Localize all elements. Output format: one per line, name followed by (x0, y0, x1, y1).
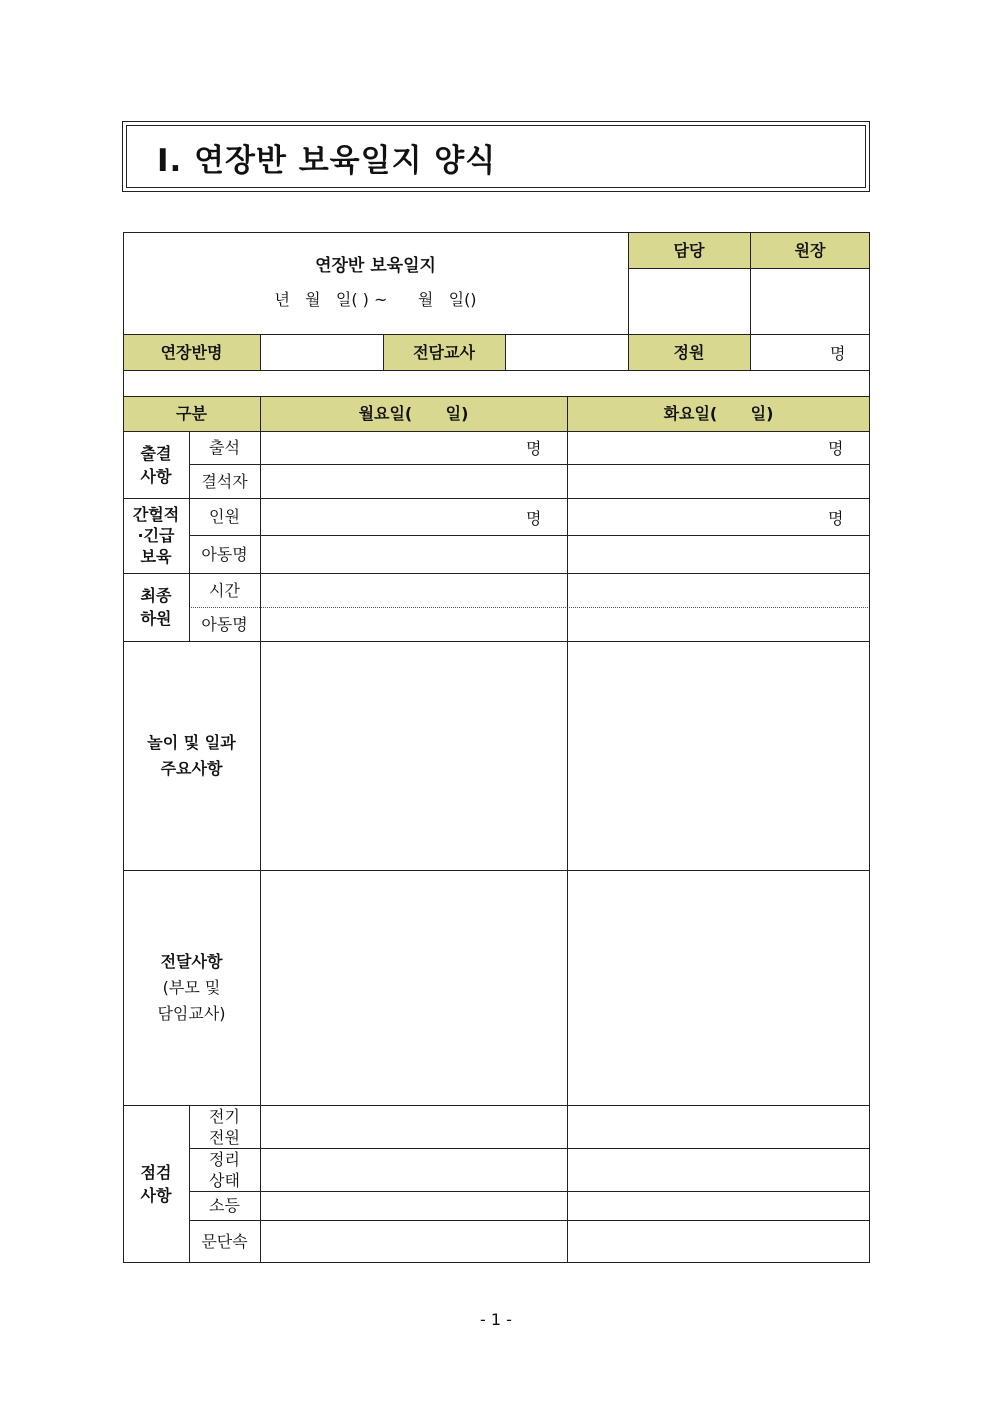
attendance-group-label: 출결 사항 (140, 443, 172, 486)
rule (123, 573, 870, 574)
notice-tuesday[interactable] (567, 870, 870, 1105)
rule (628, 232, 629, 370)
last-leave-children-label: 아동명 (201, 614, 248, 634)
rule (123, 370, 870, 371)
rule (123, 396, 870, 397)
monday-header: 월요일( 일) (260, 396, 567, 431)
play-routine-label: 놀이 및 일과 주요사항 (147, 732, 236, 778)
last-leave-time-label: 시간 (209, 580, 240, 600)
rule (189, 607, 870, 608)
rule (123, 1105, 870, 1106)
check-door-label: 문단속 (201, 1232, 248, 1251)
approval-label-staff: 담당 (628, 232, 750, 268)
class-name-field[interactable] (260, 334, 383, 370)
rule (189, 1105, 190, 1263)
capacity-label: 정원 (628, 334, 750, 370)
play-routine-tuesday[interactable] (567, 641, 870, 870)
section-title-box (122, 121, 870, 192)
approval-label-director: 원장 (750, 232, 870, 268)
rule (189, 464, 870, 465)
rule (123, 870, 870, 871)
check-group-label: 점검 사항 (140, 1163, 172, 1205)
rule (123, 334, 870, 335)
rule (189, 1148, 870, 1149)
check-lights-label: 소등 (209, 1196, 240, 1215)
rule (628, 268, 870, 269)
notice-label (123, 870, 260, 1105)
teacher-label: 전담교사 (383, 334, 505, 370)
approval-sign-staff[interactable] (628, 268, 750, 334)
spacer-row (123, 370, 870, 396)
category-header: 구분 (123, 396, 260, 431)
present-unit-tuesday: 명 (828, 439, 844, 458)
rule (123, 498, 870, 499)
rule (123, 641, 870, 642)
check-power-label: 전기 전원 (209, 1106, 240, 1147)
rule (260, 396, 261, 1263)
section-title: Ⅰ. 연장반 보육일지 양식 (157, 143, 497, 179)
rule (189, 535, 870, 536)
class-name-label: 연장반명 (123, 334, 260, 370)
temporary-unit-tuesday: 명 (828, 509, 844, 528)
temporary-count-label: 인원 (209, 507, 240, 526)
rule (189, 431, 190, 641)
rule (505, 334, 506, 370)
notice-title: 전달사항 (160, 951, 223, 971)
play-routine-monday[interactable] (260, 641, 567, 870)
rule (123, 232, 124, 1263)
approval-sign-director[interactable] (750, 268, 870, 334)
present-unit-monday: 명 (526, 439, 542, 458)
care-log-form (123, 232, 870, 1263)
temporary-care-group-label: 간헐적 ·긴급 보육 (132, 505, 180, 566)
rule (383, 334, 384, 370)
rule (189, 1191, 870, 1192)
temporary-children-label: 아동명 (201, 544, 248, 564)
rule (869, 232, 870, 1263)
date-range: 년 월 일( ) ~ 월 일() (274, 289, 477, 309)
temporary-unit-monday: 명 (526, 509, 542, 528)
teacher-field[interactable] (505, 334, 628, 370)
rule (123, 1262, 870, 1263)
rule (189, 1220, 870, 1221)
rule (123, 232, 870, 233)
check-tidy-label: 정리 상태 (209, 1149, 240, 1190)
present-label: 출석 (209, 438, 240, 457)
capacity-field[interactable] (750, 334, 870, 370)
rule (750, 232, 751, 370)
absent-label: 결석자 (201, 471, 248, 491)
capacity-unit: 명 (830, 344, 846, 363)
rule (123, 431, 870, 432)
last-leave-group-label: 최종 하원 (140, 586, 172, 628)
rule (260, 334, 261, 370)
notice-monday[interactable] (260, 870, 567, 1105)
notice-subtitle: (부모 및 담임교사) (157, 977, 226, 1023)
form-title: 연장반 보육일지 (315, 255, 436, 276)
tuesday-header: 화요일( 일) (567, 396, 870, 431)
page-number: - 1 - (480, 1310, 512, 1329)
rule (567, 396, 568, 1263)
